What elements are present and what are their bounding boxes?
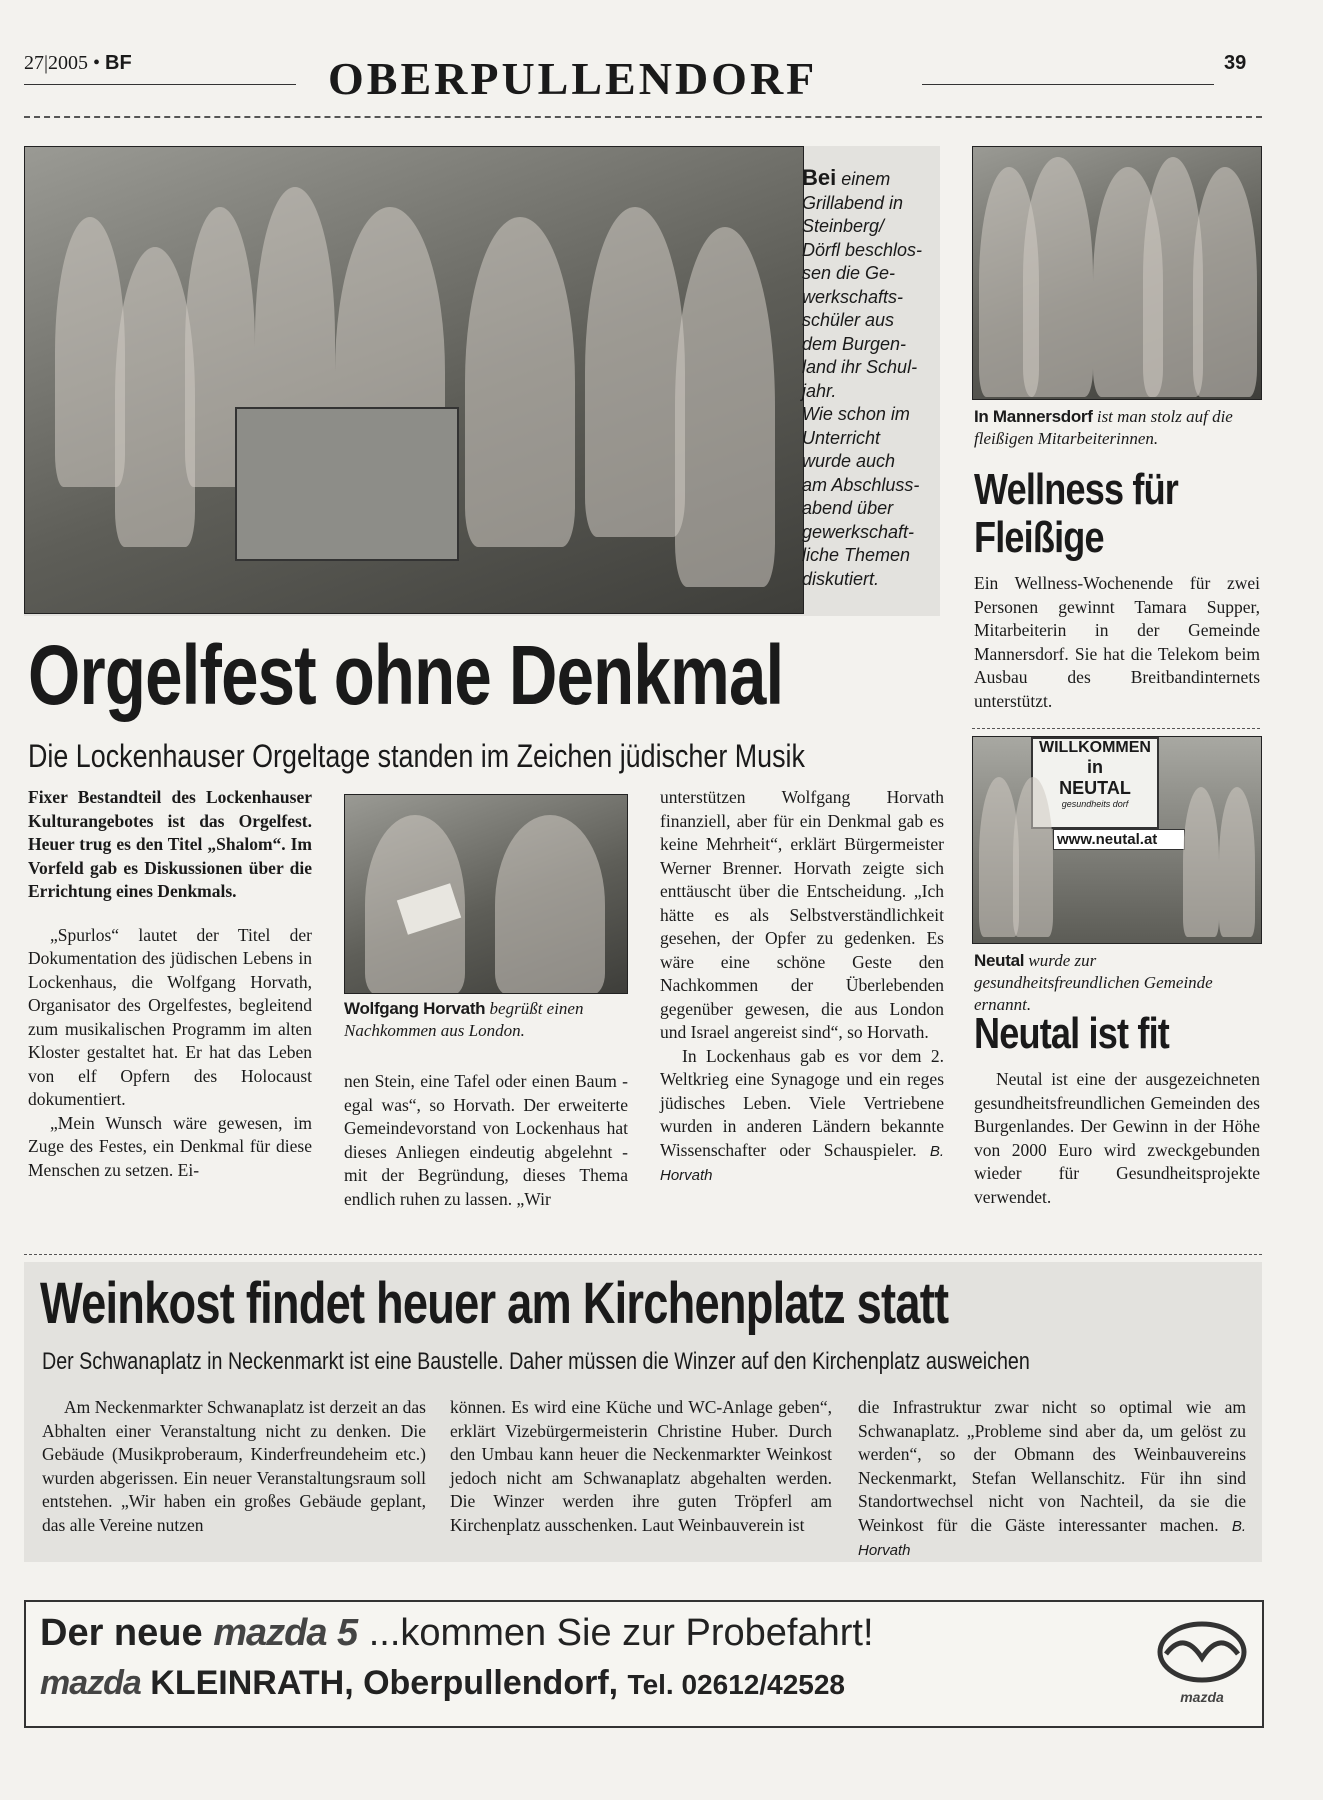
ad-dealer-brand: mazda — [40, 1664, 141, 1702]
sign-welcome: WILLKOMMEN — [1039, 739, 1151, 756]
mannersdorf-headline-line1: Wellness für — [974, 465, 1179, 514]
mannersdorf-body-text: Ein Wellness-Wochenende für zwei Personen gewinnt Tamara Supper, Mitarbeiterin in der Gemeinde Mannersdorf. Sie hat die Telekom beim Ausbau des Breitbandinternets unterstützt. — [974, 573, 1260, 711]
ad-dealer-city: Oberpullendorf, — [363, 1664, 619, 1702]
orgelfest-column-3 — [660, 786, 944, 1188]
weinkost-paragraph: Am Neckenmarkter Schwanaplatz ist derzeit an das Abhalten einer Veranstaltung nicht zu denken. Die Gebäude (Musikproberaum, Kinderfreundeheim etc.) wurden abgerissen. Ein neuer Veranstaltungsraum soll entstehen. „Wir haben ein großes Gebäude geplant, das alle Vereine nutzen — [42, 1397, 426, 1535]
weinkost-headline: Weinkost findet heuer am Kirchenplatz statt — [40, 1271, 949, 1336]
horvath-caption-text: begrüßt einen Nachkommen aus London. — [344, 999, 584, 1040]
sign-health: gesundheits dorf — [1061, 799, 1129, 809]
ad-model-number: 5 — [337, 1612, 359, 1654]
grill-caption-line: wurde auch — [802, 451, 896, 471]
ad-call-to-action: ...kommen Sie zur Probefahrt! — [368, 1612, 874, 1654]
orgelfest-headline: Orgelfest ohne Denkmal — [28, 628, 784, 722]
grill-device — [235, 407, 459, 561]
mannersdorf-caption-bold: In Mannersdorf — [974, 407, 1093, 426]
header-rule-left — [24, 84, 296, 85]
mazda-wings-icon — [1156, 1620, 1248, 1684]
page-number: 39 — [1224, 52, 1247, 74]
orgelfest-paragraph: „Mein Wunsch wäre gewesen, im Zuge des Festes, ein Denkmal für diese Menschen zu setzen. Ei- — [28, 1112, 312, 1180]
grill-caption — [802, 166, 938, 591]
mazda-logo — [1156, 1620, 1248, 1712]
grill-caption-line: Steinberg/ — [802, 216, 885, 236]
weinkost-column-3 — [858, 1396, 1246, 1563]
grill-caption-line: Dörfl beschlos- — [802, 239, 923, 260]
grill-caption-line: dem Burgen- — [802, 333, 907, 354]
neutal-url-sign: www.neutal.at — [1053, 829, 1185, 850]
neutal-body-text: Neutal ist eine der ausgezeichneten gesundheitsfreundlichen Gemeinden des Burgenlandes. Der Gewinn in der Höhe von 2000 Euro wird zweckgebunden wieder für Gesundheitsprojekte verwendet. — [974, 1069, 1260, 1207]
orgelfest-subheadline: Die Lockenhauser Orgeltage standen im Zeichen jüdischer Musik — [28, 738, 805, 774]
grill-caption-line: am Abschluss- — [802, 474, 920, 495]
grill-caption-line: schüler aus — [802, 310, 895, 330]
grill-caption-line: jahr. — [802, 380, 837, 401]
weinkost-column-2 — [450, 1396, 832, 1537]
paper-name: BF — [105, 52, 132, 74]
ad-phone[interactable]: Tel. 02612/42528 — [627, 1669, 845, 1700]
orgelfest-paragraph: nen Stein, eine Tafel oder einen Baum - egal was“, so Horvath. Der erweiterte Gemeindevorstand von Lockenhaus hat dieses Anliegen eindeutig abgelehnt - mit der Begründung, dieses Thema endlich ruhen zu lassen. „Wir — [344, 1071, 628, 1209]
mannersdorf-photo — [972, 146, 1262, 400]
grill-caption-line: Wie schon im — [802, 404, 910, 424]
mannersdorf-headline-line2: Fleißige — [974, 513, 1104, 562]
header-rule-right — [922, 84, 1214, 85]
ad-line-1 — [40, 1612, 874, 1655]
weinkost-column-1 — [42, 1396, 426, 1537]
mannersdorf-headline — [974, 466, 1178, 562]
grill-caption-line: einem — [841, 169, 891, 189]
sign-in: in — [1087, 757, 1103, 777]
grill-caption-line: werkschafts- — [802, 286, 904, 307]
orgelfest-byline: B. Horvath — [660, 1142, 944, 1184]
orgelfest-lead: Fixer Bestandteil des Lockenhauser Kulturangebotes ist das Orgelfest. Heuer trug es den Titel „Shalom“. Im Vorfeld gab es Diskussionen über die Errichtung eines Denkmals. — [28, 787, 312, 901]
horvath-photo — [344, 794, 628, 994]
neutal-headline: Neutal ist fit — [974, 1009, 1169, 1058]
horvath-photo-caption — [344, 998, 634, 1042]
ad-intro-text: Der neue — [40, 1612, 203, 1654]
orgelfest-column-1 — [28, 786, 312, 1182]
grill-caption-line: gewerkschaft- — [802, 521, 915, 542]
mazda-logo-text: mazda — [1180, 1689, 1224, 1705]
grill-caption-line: land ihr Schul- — [802, 357, 918, 377]
ad-brand-wordmark: mazda — [213, 1612, 327, 1654]
neutal-caption-bold: Neutal — [974, 951, 1025, 970]
grill-photo — [24, 146, 804, 614]
neutal-caption — [974, 950, 1262, 1016]
orgelfest-paragraph: „Spurlos“ lautet der Titel der Dokumentation des jüdischen Lebens in Lockenhaus, die Wolfgang Horvath, Organisator des Orgelfestes, begleitend zum musikalischen Programm im alten Kloster gestaltet hat. Er hat das Leben von elf Opfern des Holocaust dokumentiert. — [28, 924, 312, 1109]
mannersdorf-caption-text: ist man stolz auf die fleißigen Mitarbeiterinnen. — [974, 407, 1233, 448]
grill-story-box — [24, 146, 940, 616]
header-bullet: • — [93, 52, 101, 74]
weinkost-paragraph: können. Es wird eine Küche und WC-Anlage geben“, erklärt Vizebürgermeisterin Christine Huber. Durch den Umbau kann heuer die Neckenmarkter Weinkost jedoch nicht am Schwanaplatz abgehalten werden. Die Winzer werden ihre guten Tröpferl am Kirchenplatz ausschenken. Laut Weinbauverein ist — [450, 1397, 832, 1535]
sign-town: NEUTAL — [1059, 778, 1131, 798]
grill-caption-line: Grillabend in — [802, 192, 904, 213]
section-title: OBERPULLENDORF — [328, 53, 818, 104]
orgelfest-paragraph: unterstützen Wolfgang Horvath finanziell, aber für ein Denkmal gab es keine Mehrheit“, erklärt Bürgermeister Werner Brenner. Horvath zeigte sich enttäuscht über die Entscheidung. „Ich hätte es als Selbstverständlichkeit gesehen, der Opfer zu gedenken. Es wäre eine schöne Geste den Nachkommen der Überlebenden gegenüber gewesen, die aus London und Israel angereist sind“, so Horvath. — [660, 787, 944, 1042]
issue-number: 27|2005 — [24, 52, 89, 74]
grill-caption-line: liche Themen — [802, 545, 911, 565]
right-column-divider — [972, 728, 1260, 729]
grill-caption-line: abend über — [802, 498, 894, 518]
weinkost-paragraph-text: die Infrastruktur zwar nicht so optimal wie am Schwanaplatz. „Probleme sind aber da, um gelöst zu werden“, so der Obmann des Weinbauvereins Neckenmarkt, Stefan Wellanschitz. Für ihn sind Standortwechsel nicht von Nachteil, da sie die Weinkost für die Gäste interessanter machen. — [858, 1397, 1246, 1535]
mazda-advertisement[interactable] — [24, 1600, 1264, 1728]
neutal-photo — [972, 736, 1262, 944]
weinkost-subheadline: Der Schwanaplatz in Neckenmarkt ist eine Baustelle. Daher müssen die Winzer auf den Kirchenplatz ausweichen — [42, 1348, 1030, 1375]
grill-caption-line: diskutiert. — [802, 568, 880, 589]
grill-caption-lead: Bei — [802, 165, 837, 190]
mannersdorf-body — [974, 572, 1260, 713]
grill-caption-line: Unterricht — [802, 427, 881, 448]
neutal-caption-text: wurde zur gesundheitsfreundlichen Gemeinde ernannt. — [974, 951, 1213, 1014]
ad-line-2 — [40, 1664, 845, 1703]
weinkost-byline: B. Horvath — [858, 1517, 1246, 1559]
orgelfest-paragraph-text: In Lockenhaus gab es vor dem 2. Weltkrieg eine Synagoge und ein reges jüdisches Leben. Viele Vertriebene wurden in anderen Ländern bekannte Wissenschafter oder Schauspieler. — [660, 1045, 944, 1160]
orgelfest-column-2 — [344, 1070, 628, 1211]
ad-dealer-name: KLEINRATH, — [150, 1664, 354, 1702]
grill-caption-line: sen die Ge- — [802, 263, 896, 283]
mid-dashed-divider — [24, 1254, 1262, 1255]
issue-label — [24, 52, 132, 75]
horvath-caption-bold: Wolfgang Horvath — [344, 999, 486, 1018]
neutal-body — [974, 1068, 1260, 1209]
header-dashed-divider — [24, 116, 1262, 118]
mannersdorf-caption — [974, 406, 1258, 450]
